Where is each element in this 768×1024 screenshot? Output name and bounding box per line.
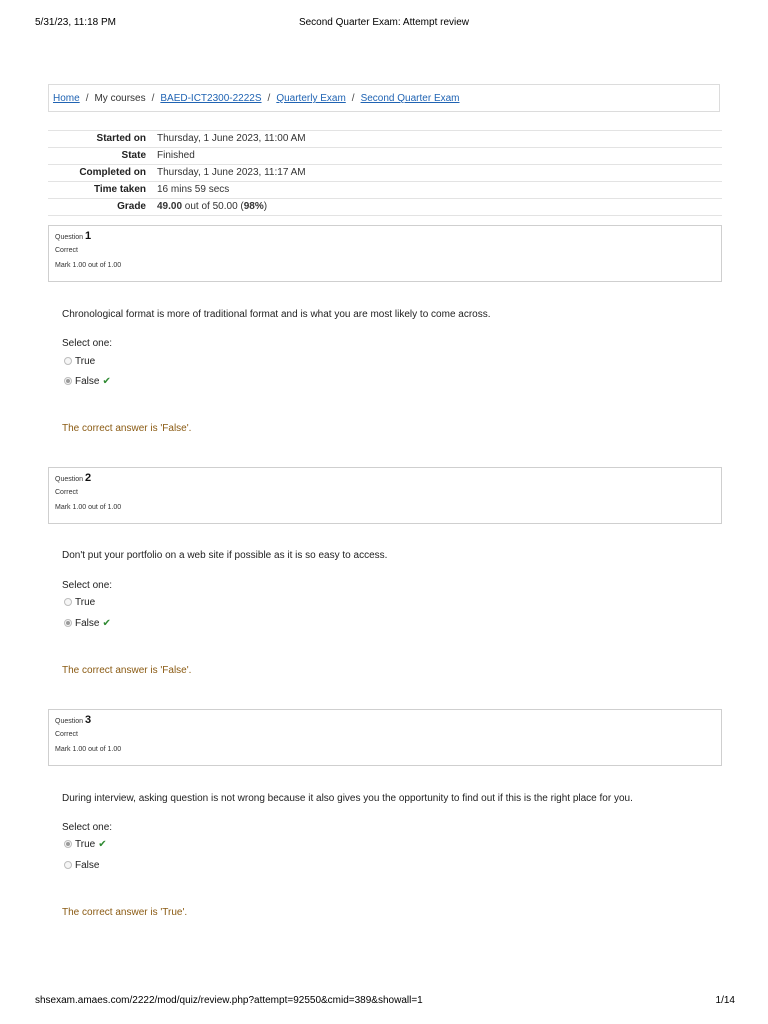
summary-value: 16 mins 59 secs (157, 184, 230, 195)
radio-button[interactable] (64, 861, 72, 869)
summary-row-state (48, 147, 722, 164)
summary-value: Finished (157, 150, 195, 161)
grade-value (157, 199, 267, 215)
question-word: Question (55, 234, 84, 241)
print-page-number: 1/14 (715, 995, 735, 1006)
question-mark: Mark 1.00 out of 1.00 (55, 262, 122, 269)
summary-value: Thursday, 1 June 2023, 11:00 AM (157, 133, 306, 144)
question-word: Question (55, 476, 84, 483)
breadcrumb-home-link[interactable]: Home (53, 93, 80, 104)
summary-row-completed (48, 164, 722, 181)
question-number-value: 3 (84, 714, 92, 726)
question-mark: Mark 1.00 out of 1.00 (55, 504, 122, 511)
option-label: False (75, 618, 100, 629)
question-text-3: During interview, asking question is not wrong because it also gives you the opportunity to find out if this is the right place for you. (62, 793, 633, 804)
breadcrumb-separator: / (151, 93, 155, 104)
option-true-2[interactable] (64, 596, 95, 610)
select-one-prompt-3: Select one: (62, 822, 113, 833)
option-label: True (75, 597, 96, 608)
option-false-2[interactable] (64, 617, 111, 631)
grade-score: 49.00 (157, 201, 183, 212)
option-true-3[interactable] (64, 838, 107, 852)
summary-row-time-taken (48, 181, 722, 198)
print-date: 5/31/23, 11:18 PM (35, 17, 116, 28)
summary-row-grade (48, 198, 722, 216)
summary-value: Thursday, 1 June 2023, 11:17 AM (157, 167, 306, 178)
question-word: Question (55, 718, 84, 725)
question-info-1 (48, 225, 722, 282)
option-label: True (75, 356, 96, 367)
question-text-1: Chronological format is more of traditional format and is what you are most likely to come across. (62, 309, 491, 320)
summary-row-started (48, 130, 722, 147)
question-number-value: 1 (84, 230, 92, 242)
breadcrumb-course-link[interactable]: BAED-ICT2300-2222S (160, 93, 262, 104)
question-info-3 (48, 709, 722, 766)
check-icon: ✔ (102, 376, 111, 387)
correct-answer-feedback-3: The correct answer is 'True'. (62, 907, 188, 918)
question-state: Correct (55, 489, 78, 496)
grade-percent: 98% (243, 201, 264, 212)
summary-label: Completed on (79, 167, 146, 178)
print-title: Second Quarter Exam: Attempt review (298, 17, 470, 28)
question-state: Correct (55, 731, 78, 738)
radio-button[interactable] (64, 598, 72, 606)
question-state: Correct (55, 247, 78, 254)
breadcrumb (48, 84, 720, 112)
summary-label: Started on (96, 133, 146, 144)
correct-answer-feedback-2: The correct answer is 'False'. (62, 665, 192, 676)
summary-label: Time taken (93, 184, 146, 195)
breadcrumb-separator: / (351, 93, 355, 104)
question-info-2 (48, 467, 722, 524)
question-number (55, 714, 721, 728)
breadcrumb-my-courses: My courses (94, 93, 146, 104)
radio-button[interactable] (64, 357, 72, 365)
attempt-summary-table (48, 130, 722, 216)
grade-label: Grade (117, 201, 146, 212)
question-mark: Mark 1.00 out of 1.00 (55, 746, 122, 753)
select-one-prompt-1: Select one: (62, 338, 113, 349)
breadcrumb-separator: / (85, 93, 89, 104)
radio-button-selected[interactable] (64, 619, 72, 627)
check-icon: ✔ (98, 839, 107, 850)
breadcrumb-section-link[interactable]: Quarterly Exam (276, 93, 346, 104)
question-number-value: 2 (84, 472, 92, 484)
correct-answer-feedback-1: The correct answer is 'False'. (62, 423, 192, 434)
question-number (55, 472, 721, 486)
radio-button-selected[interactable] (64, 840, 72, 848)
question-text-2: Don't put your portfolio on a web site if possible as it is so easy to access. (62, 550, 388, 561)
check-icon: ✔ (102, 618, 111, 629)
breadcrumb-separator: / (267, 93, 271, 104)
question-number (55, 230, 721, 244)
radio-button-selected[interactable] (64, 377, 72, 385)
grade-out-of: out of 50.00 ( (182, 201, 244, 212)
option-true-1[interactable] (64, 355, 95, 369)
option-label: False (75, 860, 100, 871)
select-one-prompt-2: Select one: (62, 580, 113, 591)
print-footer (35, 995, 735, 1009)
option-label: False (75, 376, 100, 387)
option-false-1[interactable] (64, 375, 111, 389)
print-header (35, 17, 733, 31)
option-false-3[interactable] (64, 859, 99, 873)
grade-close: ) (263, 201, 268, 212)
print-url: shsexam.amaes.com/2222/mod/quiz/review.php?attempt=92550&cmid=389&showall=1 (35, 995, 423, 1006)
summary-label: State (121, 150, 146, 161)
breadcrumb-quiz-link[interactable]: Second Quarter Exam (360, 93, 460, 104)
option-label: True (75, 839, 96, 850)
